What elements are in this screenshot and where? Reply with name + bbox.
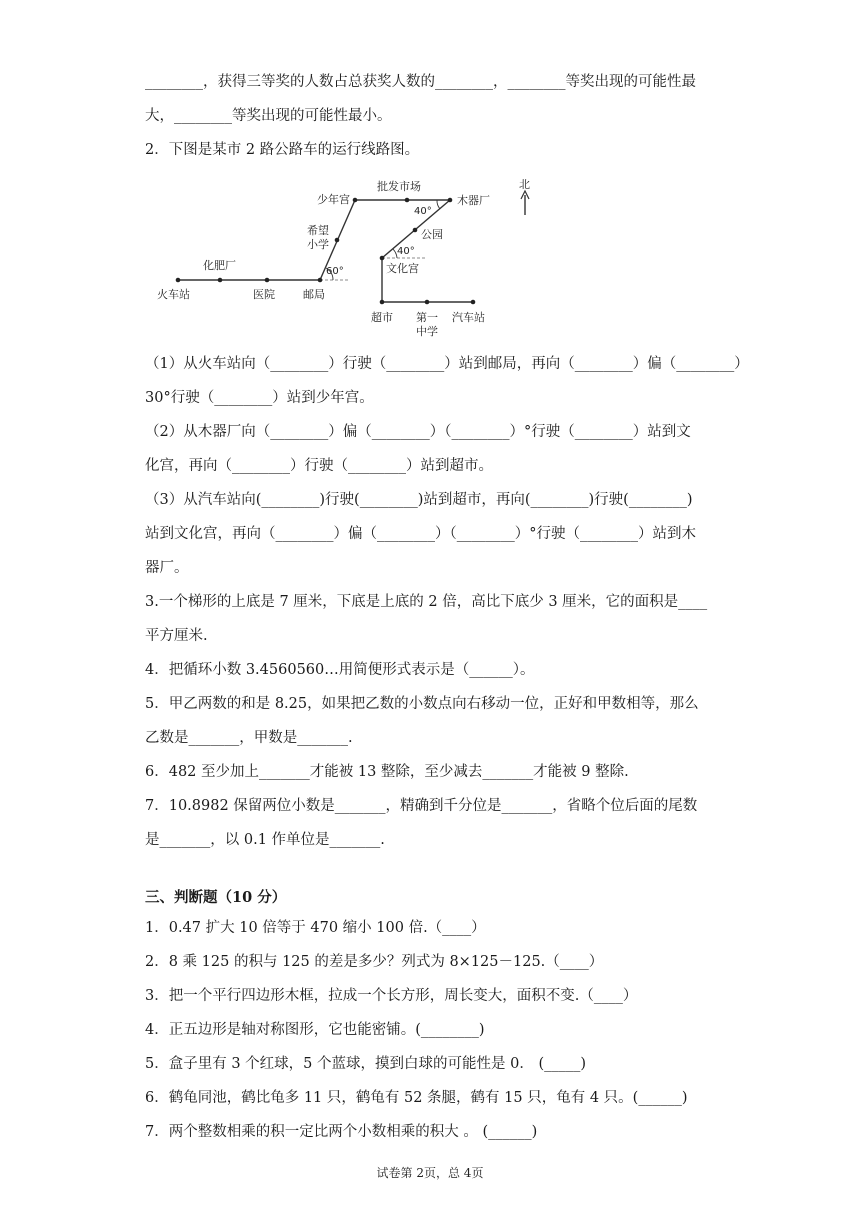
judge-3: 3．把一个平行四边形木框，拉成一个长方形，周长变大，面积不变.（____） <box>145 988 638 1004</box>
q2-1a: （1）从火车站向（________）行驶（________）站到邮局，再向（________）偏（________） <box>145 356 749 372</box>
label-post-office: 邮局 <box>303 288 325 301</box>
q2-3b: 站到文化宫，再向（________）偏（________）（________）°行驶（________）站到木 <box>145 526 696 542</box>
page-footer: 试卷第 2页，总 4页 <box>376 1166 484 1180</box>
label-hope-1: 希望 <box>307 224 329 237</box>
label-school-2: 中学 <box>416 325 438 338</box>
line-2: 大，________等奖出现的可能性最小。 <box>145 108 392 124</box>
judge-5: 5．盒子里有 3 个红球，5 个蓝球，摸到白球的可能性是 0． (_____) <box>145 1056 587 1072</box>
label-bus-station: 汽车站 <box>452 311 485 324</box>
angle-40-wood: 40° <box>414 206 432 217</box>
judge-6: 6．鹤龟同池，鹤比龟多 11 只，鹤龟有 52 条腿，鹤有 15 只，龟有 4 只。(______) <box>145 1090 688 1106</box>
label-wood-factory: 木器厂 <box>457 194 490 207</box>
q6: 6．482 至少加上_______才能被 13 整除，至少减去_______才能被 9 整除. <box>145 764 629 780</box>
judge-2: 2．8 乘 125 的积与 125 的差是多少？列式为 8×125－125.（____） <box>145 954 604 970</box>
judge-1: 1．0.47 扩大 10 倍等于 470 缩小 100 倍.（____） <box>145 920 486 936</box>
q2-2a: （2）从木器厂向（________）偏（________）（________）°行驶（________）站到文 <box>145 424 691 440</box>
label-school-1: 第一 <box>416 311 438 324</box>
line-1: ________，获得三等奖的人数占总获奖人数的________，________等奖出现的可能性最 <box>145 74 696 90</box>
section-3-title: 三、判断题（10 分） <box>145 889 287 906</box>
q5b: 乙数是_______，甲数是_______. <box>145 730 353 746</box>
judge-7: 7．两个整数相乘的积一定比两个小数相乘的积大 。 (______) <box>145 1124 538 1140</box>
q2-3a: （3）从汽车站向(________)行驶(________)站到超市，再向(________)行驶(________) <box>145 492 693 508</box>
q2-2b: 化宫，再向（________）行驶（________）站到超市。 <box>145 458 493 474</box>
q2-3c: 器厂。 <box>145 560 189 576</box>
label-train-station: 火车站 <box>157 288 190 301</box>
question-2-title: 2．下图是某市 2 路公路车的运行线路图。 <box>145 142 420 158</box>
q4: 4．把循环小数 3.4560560…用简便形式表示是（______）。 <box>145 662 535 678</box>
angle-60: 60° <box>326 266 344 277</box>
q3b: 平方厘米. <box>145 628 208 644</box>
q7b: 是_______，以 0.1 作单位是_______. <box>145 832 385 848</box>
angle-40-culture: 40° <box>397 246 415 257</box>
label-park: 公园 <box>421 228 443 241</box>
q2-1b: 30°行驶（________）站到少年宫。 <box>145 390 374 406</box>
q5a: 5．甲乙两数的和是 8.25，如果把乙数的小数点向右移动一位，正好和甲数相等，那么 <box>145 696 699 712</box>
q3a: 3.一个梯形的上底是 7 厘米，下底是上底的 2 倍，高比下底少 3 厘米，它的面积是____ <box>145 594 708 610</box>
label-hope-2: 小学 <box>307 238 329 251</box>
label-youth-palace: 少年宫 <box>317 193 350 206</box>
label-culture-palace: 文化宫 <box>386 262 419 275</box>
label-supermarket: 超市 <box>371 311 393 324</box>
q7a: 7．10.8982 保留两位小数是_______，精确到千分位是_______，省略个位后面的尾数 <box>145 798 698 814</box>
bus-route-map <box>145 170 545 345</box>
judge-4: 4．正五边形是轴对称图形，它也能密铺。(________) <box>145 1022 485 1038</box>
label-hospital: 医院 <box>253 288 275 301</box>
label-north: 北 <box>519 178 530 191</box>
label-fertilizer-plant: 化肥厂 <box>203 259 236 272</box>
label-wholesale-market: 批发市场 <box>377 180 421 193</box>
